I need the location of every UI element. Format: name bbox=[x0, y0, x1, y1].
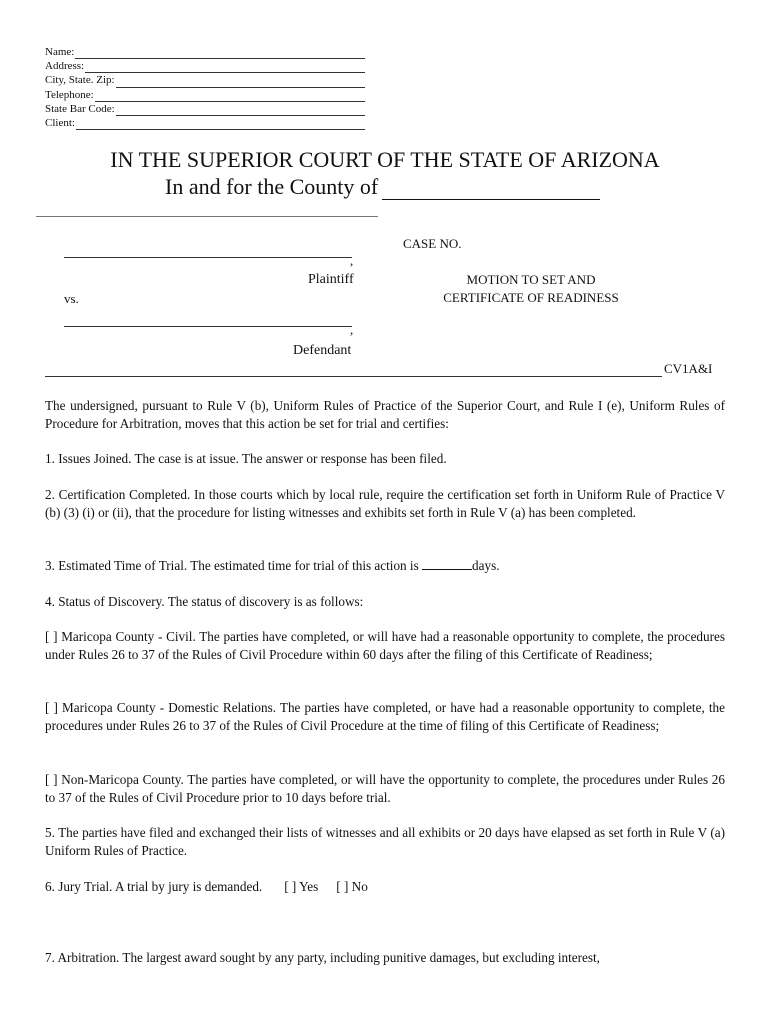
state-bar-code-label: State Bar Code: bbox=[45, 102, 115, 115]
plaintiff-comma: , bbox=[350, 253, 354, 268]
item-4-maricopa-domestic: [ ] Maricopa County - Domestic Relations. The parties have completed, or have had a reasonable opportunity to complete, the procedures under Rules 26 to 37 of the Rules of Civil Procedure at the time of filing of this Certificate of Readiness; bbox=[45, 700, 725, 734]
county-field[interactable] bbox=[382, 181, 600, 200]
client-label: Client: bbox=[45, 117, 75, 130]
telephone-line bbox=[45, 88, 365, 102]
court-title: IN THE SUPERIOR COURT OF THE STATE OF ARIZONA bbox=[110, 147, 660, 172]
motion-title-line2: CERTIFICATE OF READINESS bbox=[443, 290, 619, 305]
item-3-days-label: days. bbox=[472, 558, 500, 573]
jury-yes-checkbox[interactable]: [ ] Yes bbox=[284, 879, 319, 894]
address-label: Address: bbox=[45, 60, 85, 73]
item-3-estimated-time bbox=[45, 557, 725, 575]
city-state-zip-line bbox=[45, 73, 365, 87]
item-6-label: 6. Jury Trial. A trial by jury is demanded. bbox=[45, 879, 263, 894]
motion-title-line1: MOTION TO SET AND bbox=[466, 272, 596, 287]
city-state-zip-label: City, State. Zip: bbox=[45, 74, 115, 87]
item-5-witness-lists: 5. The parties have filed and exchanged their lists of witnesses and all exhibits or 20 days have elapsed as set forth in Rule V (a) Uniform Rules of Practice. bbox=[45, 825, 725, 859]
telephone-field[interactable] bbox=[95, 91, 365, 102]
name-label: Name: bbox=[45, 46, 75, 58]
client-field[interactable] bbox=[76, 119, 365, 130]
defendant-comma: , bbox=[350, 322, 354, 337]
plaintiff-label: Plaintiff bbox=[308, 272, 354, 287]
item-7-arbitration: 7. Arbitration. The largest award sought by any party, including punitive damages, but excluding interest, bbox=[45, 950, 600, 965]
attorney-info-block bbox=[45, 45, 365, 130]
caption-bottom-rule bbox=[45, 376, 662, 377]
motion-title bbox=[426, 271, 636, 307]
item-6-jury-trial bbox=[45, 878, 725, 896]
form-code: CV1A&I bbox=[664, 361, 713, 376]
address-field[interactable] bbox=[85, 62, 365, 73]
case-number-label: CASE NO. bbox=[403, 236, 462, 251]
trial-days-field[interactable] bbox=[422, 557, 472, 570]
county-line bbox=[165, 174, 600, 200]
item-4-maricopa-civil: [ ] Maricopa County - Civil. The parties have completed, or will have had a reasonable opportunity to complete, the procedures under Rules 26 to 37 of the Rules of Civil Procedure within 60 days after the filing of this Certificate of Readiness; bbox=[45, 629, 725, 663]
defendant-name-field[interactable] bbox=[64, 326, 352, 327]
telephone-label: Telephone: bbox=[45, 88, 94, 101]
caption-divider bbox=[36, 216, 378, 217]
state-bar-code-line bbox=[45, 102, 365, 116]
county-label: In and for the County of bbox=[165, 174, 379, 199]
name-field[interactable] bbox=[75, 48, 365, 59]
state-bar-code-field[interactable] bbox=[116, 105, 365, 116]
item-1-issues-joined: 1. Issues Joined. The case is at issue. The answer or response has been filed. bbox=[45, 451, 447, 466]
item-3-text: 3. Estimated Time of Trial. The estimated time for trial of this action is bbox=[45, 558, 423, 573]
plaintiff-name-field[interactable] bbox=[64, 257, 352, 258]
address-line bbox=[45, 59, 365, 73]
item-2-certification: 2. Certification Completed. In those courts which by local rule, require the certification set forth in Uniform Rule of Practice V (b) (3) (i) or (ii), that the procedure for listing witnesses and exhibits set forth in Rule V (a) has been completed. bbox=[45, 487, 725, 521]
item-4-discovery-status: 4. Status of Discovery. The status of discovery is as follows: bbox=[45, 594, 364, 609]
intro-paragraph: The undersigned, pursuant to Rule V (b), Uniform Rules of Practice of the Superior Court, and Rule I (e), Uniform Rules of Procedure for Arbitration, moves that this action be set for trial and certifies: bbox=[45, 398, 725, 432]
item-4-non-maricopa: [ ] Non-Maricopa County. The parties have completed, or will have the opportunity to complete, the procedures under Rules 26 to 37 of the Rules of Civil Procedure prior to 10 days before trial. bbox=[45, 772, 725, 806]
versus-label: vs. bbox=[64, 291, 79, 306]
name-line bbox=[45, 45, 365, 59]
city-state-zip-field[interactable] bbox=[116, 77, 365, 88]
defendant-label: Defendant bbox=[293, 343, 352, 358]
client-line bbox=[45, 116, 365, 130]
jury-no-checkbox[interactable]: [ ] No bbox=[336, 879, 368, 894]
